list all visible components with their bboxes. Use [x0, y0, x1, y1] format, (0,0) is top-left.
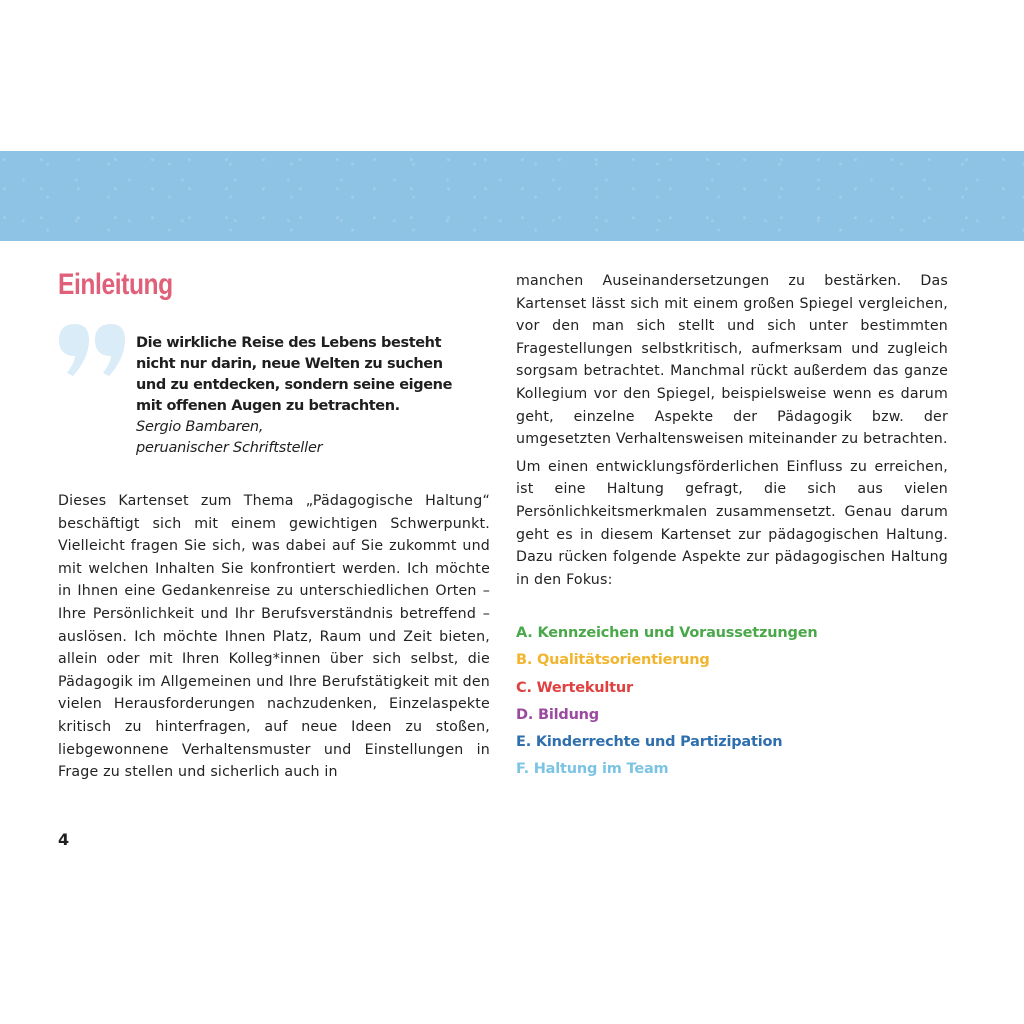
right-paragraph-1: manchen Auseinandersetzungen zu bestärken. Das Kartenset lässt sich mit einem großen Spiegel vergleichen, vor den man sich stellt und sich unter bestimmten Fragestellungen selbstkritisch, aufmerksam und zugleich sorgsam betrachtet. Manchmal rückt außerdem das ganze Kollegium vor den Spiegel, beispielsweise wenn es darum geht, einzelne Aspekte der Pädagogik bzw. der umgesetzten Verhaltensweisen miteinander zu betrachten.	[516, 273, 948, 448]
quote-mark-icon	[55, 318, 130, 388]
right-paragraph-2: Um einen entwicklungsförderlichen Einfluss zu erreichen, ist eine Haltung gefragt, die sich aus vielen Persönlichkeitsmerkmalen zusammensetzt. Genau darum geht es in diesem Kartenset zur pädagogischen Haltung. Dazu rücken folgende Aspekte zur pädagogischen Haltung in den Fokus:	[516, 458, 948, 588]
aspect-item-d: D. Bildung	[516, 706, 599, 723]
aspect-item-b: B. Qualitätsorientierung	[516, 652, 710, 669]
right-column	[516, 270, 948, 591]
aspects-list	[516, 620, 956, 784]
page-number: 4	[58, 830, 70, 849]
quote-text: Die wirkliche Reise des Lebens besteht nicht nur darin, neue Welten zu suchen und zu entdecken, sondern seine eigene mit offenen Augen zu betrachten.	[136, 335, 453, 414]
left-column	[58, 490, 490, 784]
quote-author: Sergio Bambaren,	[136, 419, 264, 435]
quote-author-role: peruanischer Schriftsteller	[136, 440, 323, 456]
aspect-item-e: E. Kinderrechte und Partizipation	[516, 734, 783, 751]
left-paragraph: Dieses Kartenset zum Thema „Pädagogische Haltung“ beschäftigt sich mit einem gewichtigen Schwerpunkt. Vielleicht fragen Sie sich, was dabei auf Sie zukommt und mit welchen Inhalten Sie konfrontiert werden. Ich möchte in Ihnen eine Gedankenreise zu unterschiedlichen Orten – Ihre Persönlichkeit und Ihr Berufsverständnis betreffend – auslösen. Ich möchte Ihnen Platz, Raum und Zeit bieten, allein oder mit Ihren Kolleg*innen über sich selbst, die Pädagogik im Allgemeinen und Ihre Berufstätigkeit mit den vielen Herausforderungen nachzudenken, Einzelaspekte kritisch zu hinterfragen, auf neue Ideen zu stoßen, liebgewonnene Verhaltensmuster und Einstellungen in Frage zu stellen und sicherlich auch in	[58, 493, 490, 781]
page-title: Einleitung	[58, 268, 173, 301]
quote-block	[136, 333, 476, 459]
header-banner	[0, 151, 1024, 241]
aspect-item-c: C. Wertekultur	[516, 679, 633, 696]
aspect-item-f: F. Haltung im Team	[516, 761, 669, 778]
aspect-item-a: A. Kennzeichen und Voraussetzungen	[516, 625, 818, 641]
